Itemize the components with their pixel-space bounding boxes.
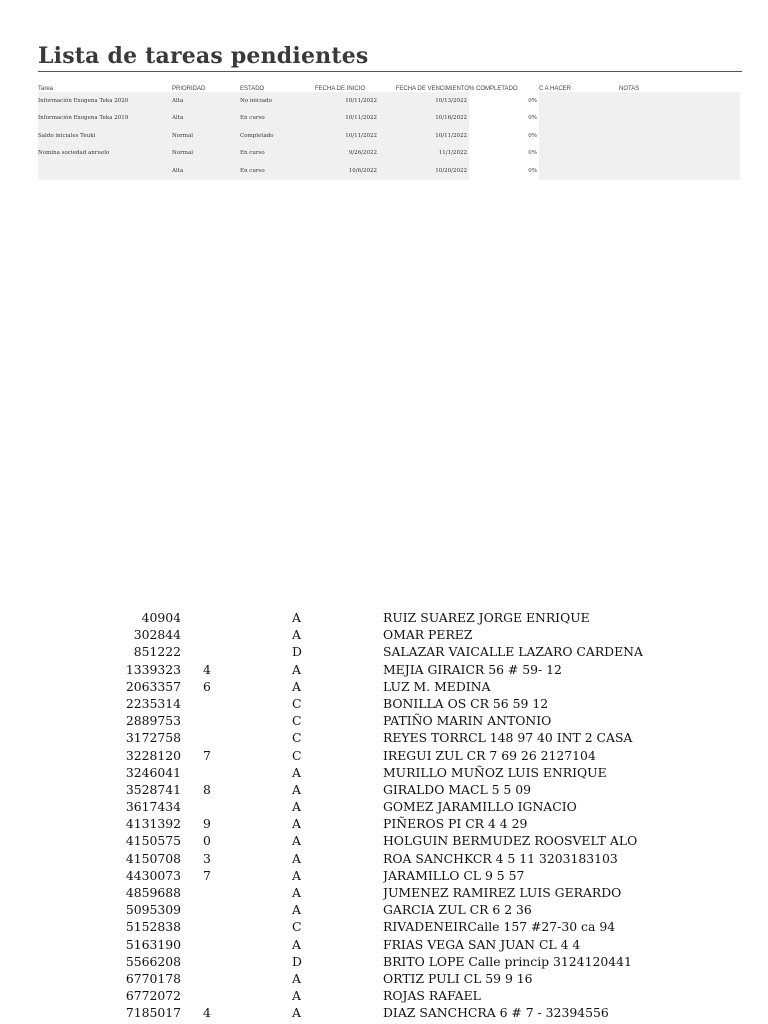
task-status: No iniciado bbox=[240, 92, 315, 110]
record-code: 4430073 bbox=[125, 867, 181, 883]
record-category: A bbox=[292, 850, 301, 866]
task-row bbox=[38, 110, 740, 128]
record-row bbox=[100, 609, 660, 626]
record-row bbox=[100, 815, 660, 832]
record-category: A bbox=[292, 678, 301, 694]
record-row bbox=[100, 764, 660, 781]
column-header-c-a-hacer: C A HACER bbox=[539, 86, 572, 92]
record-code: 6772072 bbox=[125, 988, 181, 1004]
record-name: LUZ M. MEDINA bbox=[383, 678, 491, 694]
record-name: SALAZAR VAICALLE LAZARO CARDENA bbox=[383, 644, 643, 660]
task-row bbox=[38, 92, 740, 110]
task-to-do bbox=[539, 162, 619, 180]
task-priority: Normal bbox=[172, 145, 240, 163]
record-category: A bbox=[292, 781, 301, 797]
record-list bbox=[100, 609, 660, 1022]
task-due-date: 10/11/2022 bbox=[379, 127, 469, 145]
task-start-date: 10/6/2022 bbox=[315, 162, 379, 180]
record-code: 3617434 bbox=[125, 799, 181, 815]
record-name: IREGUI ZUL CR 7 69 26 2127104 bbox=[383, 747, 596, 763]
record-number: 9 bbox=[203, 816, 211, 832]
task-status: En curso bbox=[240, 110, 315, 128]
record-category: A bbox=[292, 799, 301, 815]
record-category: C bbox=[292, 695, 302, 711]
task-status: En curso bbox=[240, 145, 315, 163]
task-table bbox=[38, 83, 740, 180]
column-header-tarea: Tarea bbox=[38, 86, 54, 92]
record-code: 3528741 bbox=[125, 781, 181, 797]
task-to-do bbox=[539, 127, 619, 145]
record-name: GARCIA ZUL CR 6 2 36 bbox=[383, 902, 532, 918]
task-percent-complete: 0% bbox=[528, 150, 537, 157]
record-code: 302844 bbox=[133, 627, 181, 643]
record-code: 4859688 bbox=[125, 885, 181, 900]
record-number: 4 bbox=[203, 661, 211, 677]
page-title: Lista de tareas pendientes bbox=[38, 43, 369, 69]
record-number: 0 bbox=[203, 833, 211, 849]
record-row bbox=[100, 695, 660, 712]
record-row bbox=[100, 970, 660, 987]
task-percent-complete: 0% bbox=[528, 115, 537, 122]
record-row bbox=[100, 832, 660, 849]
task-to-do bbox=[539, 145, 619, 163]
record-code: 5163190 bbox=[125, 936, 181, 952]
task-table-header bbox=[38, 83, 740, 92]
task-name: Saldo iniciales Teuki bbox=[38, 127, 172, 145]
record-category: A bbox=[292, 936, 301, 952]
column-header-fecha-inicio: FECHA DE INICIO bbox=[315, 86, 366, 92]
record-code: 5566208 bbox=[125, 953, 181, 969]
task-name: Información Exogena Teka 2020 bbox=[38, 92, 172, 110]
record-code: 3228120 bbox=[125, 747, 181, 763]
task-percent-complete: 0% bbox=[528, 97, 537, 104]
record-name: MURILLO MUÑOZ LUIS ENRIQUE bbox=[383, 764, 607, 780]
record-row bbox=[100, 901, 660, 918]
record-code: 4150708 bbox=[125, 850, 181, 866]
task-priority: Alta bbox=[172, 92, 240, 110]
record-number: 4 bbox=[203, 1005, 211, 1021]
task-start-date: 10/11/2022 bbox=[315, 110, 379, 128]
task-notes bbox=[619, 92, 740, 110]
record-category: A bbox=[292, 661, 301, 677]
task-name: Información Exogena Teka 2019 bbox=[38, 110, 172, 128]
task-to-do bbox=[539, 110, 619, 128]
record-row bbox=[100, 936, 660, 953]
task-notes bbox=[619, 145, 740, 163]
task-name bbox=[38, 162, 172, 180]
record-code: 1339323 bbox=[125, 661, 181, 677]
record-row bbox=[100, 781, 660, 798]
record-row bbox=[100, 884, 660, 901]
record-name: RUIZ SUAREZ JORGE ENRIQUE bbox=[383, 610, 590, 625]
record-row bbox=[100, 987, 660, 1004]
task-status: En curso bbox=[240, 162, 315, 180]
record-number: 7 bbox=[203, 867, 211, 883]
column-header-estado: ESTADO bbox=[240, 86, 265, 92]
record-row bbox=[100, 712, 660, 729]
record-name: ROA SANCHKCR 4 5 11 3203183103 bbox=[383, 850, 618, 866]
task-start-date: 10/11/2022 bbox=[315, 127, 379, 145]
record-category: A bbox=[292, 867, 301, 883]
record-category: A bbox=[292, 988, 301, 1004]
column-header-notas: NOTAS bbox=[619, 86, 640, 92]
record-number: 6 bbox=[203, 678, 211, 694]
record-code: 40904 bbox=[141, 610, 181, 625]
task-row bbox=[38, 127, 740, 145]
record-row bbox=[100, 867, 660, 884]
record-category: A bbox=[292, 885, 301, 900]
record-category: A bbox=[292, 764, 301, 780]
record-code: 2889753 bbox=[125, 713, 181, 729]
record-number: 8 bbox=[203, 781, 211, 797]
record-name: ROJAS RAFAEL bbox=[383, 988, 481, 1004]
record-category: A bbox=[292, 1005, 301, 1021]
task-status: Completado bbox=[240, 127, 315, 145]
task-due-date: 10/13/2022 bbox=[379, 92, 469, 110]
record-name: BONILLA OS CR 56 59 12 bbox=[383, 695, 549, 711]
task-row bbox=[38, 145, 740, 163]
record-name: FRIAS VEGA SAN JUAN CL 4 4 bbox=[383, 936, 581, 952]
record-category: A bbox=[292, 902, 301, 918]
record-code: 3172758 bbox=[125, 730, 181, 746]
record-name: JARAMILLO CL 9 5 57 bbox=[383, 867, 525, 883]
record-row bbox=[100, 678, 660, 695]
task-priority: Alta bbox=[172, 162, 240, 180]
task-percent-complete: 0% bbox=[528, 167, 537, 174]
record-name: ORTIZ PULI CL 59 9 16 bbox=[383, 970, 533, 986]
record-name: PIÑEROS PI CR 4 4 29 bbox=[383, 816, 528, 832]
column-header-completado: % COMPLETADO bbox=[469, 86, 518, 92]
record-name: JUMENEZ RAMIREZ LUIS GERARDO bbox=[383, 885, 622, 900]
record-name: GIRALDO MACL 5 5 09 bbox=[383, 781, 532, 797]
task-notes bbox=[619, 162, 740, 180]
record-row bbox=[100, 729, 660, 746]
record-category: C bbox=[292, 730, 302, 746]
record-name: BRITO LOPE Calle princip 3124120441 bbox=[383, 953, 632, 969]
task-row bbox=[38, 162, 740, 180]
record-name: DIAZ SANCHCRA 6 # 7 - 32394556 bbox=[383, 1005, 609, 1021]
record-row bbox=[100, 626, 660, 643]
record-category: A bbox=[292, 610, 301, 625]
record-code: 7185017 bbox=[125, 1005, 181, 1021]
task-notes bbox=[619, 127, 740, 145]
task-due-date: 10/20/2022 bbox=[379, 162, 469, 180]
task-notes bbox=[619, 110, 740, 128]
record-category: D bbox=[292, 953, 302, 969]
task-name: Nomina sociedad anruelo bbox=[38, 145, 172, 163]
record-code: 2235314 bbox=[125, 695, 181, 711]
record-category: A bbox=[292, 833, 301, 849]
record-name: RIVADENEIRCalle 157 #27-30 ca 94 bbox=[383, 919, 616, 935]
column-header-prioridad: PRIORIDAD bbox=[172, 86, 206, 92]
record-row bbox=[100, 918, 660, 935]
record-code: 5095309 bbox=[125, 902, 181, 918]
record-name: GOMEZ JARAMILLO IGNACIO bbox=[383, 799, 577, 815]
record-row bbox=[100, 953, 660, 970]
record-category: A bbox=[292, 816, 301, 832]
record-code: 4131392 bbox=[125, 816, 181, 832]
record-code: 6770178 bbox=[125, 970, 181, 986]
task-start-date: 10/11/2022 bbox=[315, 92, 379, 110]
record-row bbox=[100, 1004, 660, 1021]
record-category: C bbox=[292, 919, 302, 935]
record-name: REYES TORRCL 148 97 40 INT 2 CASA bbox=[383, 730, 633, 746]
record-name: PATIÑO MARIN ANTONIO bbox=[383, 713, 552, 729]
record-category: A bbox=[292, 970, 301, 986]
record-row bbox=[100, 798, 660, 815]
record-name: OMAR PEREZ bbox=[383, 627, 473, 643]
column-header-fecha-vencimiento: FECHA DE VENCIMIENTO bbox=[395, 86, 469, 92]
record-row bbox=[100, 643, 660, 660]
task-due-date: 11/1/2022 bbox=[379, 145, 469, 163]
record-category: C bbox=[292, 747, 302, 763]
record-code: 3246041 bbox=[125, 764, 181, 780]
record-row bbox=[100, 747, 660, 764]
record-code: 851222 bbox=[133, 644, 181, 660]
task-due-date: 10/16/2022 bbox=[379, 110, 469, 128]
record-row bbox=[100, 661, 660, 678]
record-row bbox=[100, 850, 660, 867]
record-code: 4150575 bbox=[125, 833, 181, 849]
task-start-date: 9/26/2022 bbox=[315, 145, 379, 163]
record-number: 7 bbox=[203, 747, 211, 763]
record-code: 2063357 bbox=[125, 678, 181, 694]
record-category: C bbox=[292, 713, 302, 729]
record-category: A bbox=[292, 627, 301, 643]
task-percent-complete: 0% bbox=[528, 132, 537, 139]
record-number: 3 bbox=[203, 850, 211, 866]
record-name: HOLGUIN BERMUDEZ ROOSVELT ALO bbox=[383, 833, 638, 849]
record-code: 5152838 bbox=[125, 919, 181, 935]
record-category: D bbox=[292, 644, 302, 660]
task-priority: Alta bbox=[172, 110, 240, 128]
task-to-do bbox=[539, 92, 619, 110]
task-priority: Normal bbox=[172, 127, 240, 145]
record-name: MEJIA GIRAICR 56 # 59- 12 bbox=[383, 661, 562, 677]
title-divider bbox=[38, 71, 742, 72]
